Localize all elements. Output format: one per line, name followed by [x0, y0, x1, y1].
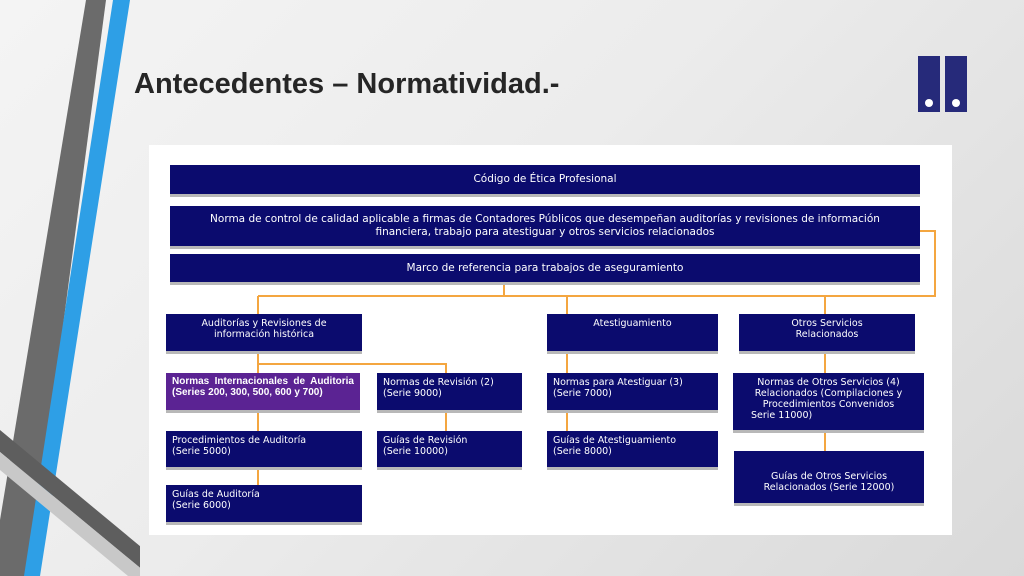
auditorias-box: Auditorías y Revisiones de información histórica: [166, 314, 362, 354]
decorative-stripes: [0, 0, 140, 576]
otros-servicios-box: Otros Servicios Relacionados: [739, 314, 915, 354]
guias-atestiguamiento-box: Guías de Atestiguamiento (Serie 8000): [547, 431, 718, 470]
procedimientos-box: Procedimientos de Auditoría (Serie 5000): [166, 431, 362, 470]
atestiguamiento-box: Atestiguamiento: [547, 314, 718, 354]
two-bars-with-dots-logo-icon: [918, 56, 968, 112]
marco-referencia-box: Marco de referencia para trabajos de aseguramiento: [170, 254, 920, 285]
normas-atestiguar-box: Normas para Atestiguar (3) (Serie 7000): [547, 373, 718, 413]
guias-otros-box: Guías de Otros Servicios Relacionados (Serie 12000): [734, 451, 924, 506]
nia-box: Normas Internacionales de Auditoria (Series 200, 300, 500, 600 y 700): [166, 373, 360, 413]
org-chart-panel: [149, 145, 952, 535]
slide-title: Antecedentes – Normatividad.-: [134, 68, 560, 100]
normas-revision-box: Normas de Revisión (2) (Serie 9000): [377, 373, 522, 413]
norma-control-box: Norma de control de calidad aplicable a firmas de Contadores Públicos que desempeñan auditorías y revisiones de información financiera, trabajo para atestiguar y otros servicios relacionados: [170, 206, 920, 249]
connector-to-normas-revision: [258, 364, 446, 373]
codigo-etica-box: Código de Ética Profesional: [170, 165, 920, 197]
guias-auditoria-box: Guías de Auditoría (Serie 6000): [166, 485, 362, 525]
guias-revision-box: Guías de Revisión (Serie 10000): [377, 431, 522, 470]
normas-otros-box: Normas de Otros Servicios (4) Relacionados (Compilaciones y Procedimientos Convenidos Serie 11000): [733, 373, 924, 433]
